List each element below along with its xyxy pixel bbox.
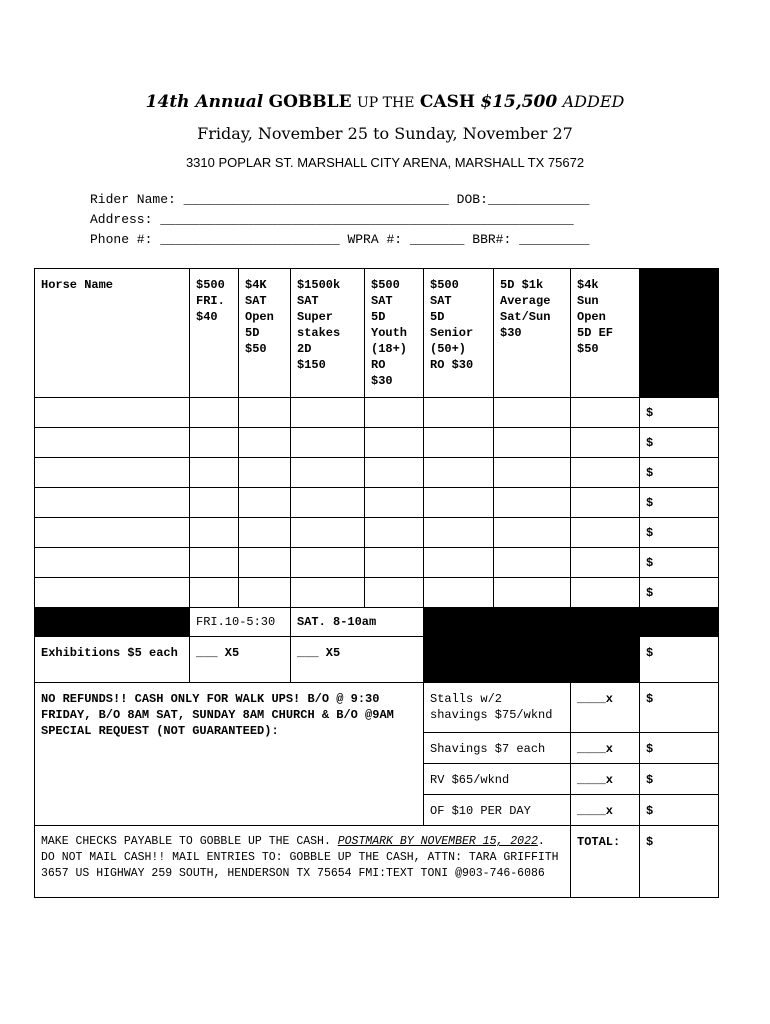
entry-cell[interactable] xyxy=(239,458,291,488)
entry-cell[interactable] xyxy=(365,548,424,578)
entry-cell[interactable] xyxy=(424,458,494,488)
entry-cell[interactable] xyxy=(494,488,571,518)
exhibitions-fri-qty[interactable]: ___ X5 xyxy=(190,637,291,683)
fee-qty[interactable]: ____x xyxy=(571,733,640,764)
black-cell xyxy=(35,608,190,637)
refund-notes: NO REFUNDS!! CASH ONLY FOR WALK UPS! B/O @ 9:30 FRIDAY, B/O 8AM SAT, SUNDAY 8AM CHURCH & B/O @9AM xyxy=(41,692,394,722)
entry-cell[interactable] xyxy=(239,398,291,428)
table-row xyxy=(35,398,719,428)
entry-cell[interactable] xyxy=(190,578,239,608)
entry-cell[interactable] xyxy=(291,488,365,518)
entry-cell[interactable] xyxy=(365,428,424,458)
entry-cell[interactable] xyxy=(365,458,424,488)
rider-name-dob-field[interactable]: Rider Name: __________________________________ DOB:_____________ xyxy=(90,192,590,207)
horse-name-input[interactable] xyxy=(35,458,190,488)
fee-label: OF $10 PER DAY xyxy=(424,795,571,826)
entry-cell[interactable] xyxy=(190,488,239,518)
entry-cell[interactable] xyxy=(571,398,640,428)
header-row xyxy=(35,269,719,398)
entry-cell[interactable] xyxy=(571,578,640,608)
fee-total[interactable]: $ xyxy=(640,795,719,826)
exhibitions-sat-qty[interactable]: ___ X5 xyxy=(291,637,424,683)
entry-cell[interactable] xyxy=(190,398,239,428)
grand-total[interactable]: $ xyxy=(640,826,719,898)
entry-cell[interactable] xyxy=(494,578,571,608)
times-row xyxy=(35,608,719,637)
sat-time: SAT. 8-10am xyxy=(291,608,424,637)
header-horse-name: Horse Name xyxy=(35,269,190,398)
horse-name-input[interactable] xyxy=(35,578,190,608)
exhibitions-row xyxy=(35,637,719,683)
event-title xyxy=(0,92,770,112)
row-total[interactable]: $ xyxy=(640,518,719,548)
title-amount: $15,500 xyxy=(480,92,558,112)
title-added: ADDED xyxy=(562,92,625,111)
row-total[interactable]: $ xyxy=(640,488,719,518)
fee-qty[interactable]: ____x xyxy=(571,764,640,795)
header-black-cell xyxy=(640,269,719,398)
entry-cell[interactable] xyxy=(571,458,640,488)
venue-address: 3310 POPLAR ST. MARSHALL CITY ARENA, MARSHALL TX 75672 xyxy=(185,155,585,170)
entry-cell[interactable] xyxy=(291,398,365,428)
table-row xyxy=(35,488,719,518)
row-total[interactable]: $ xyxy=(640,458,719,488)
total-label: TOTAL: xyxy=(571,826,640,898)
entry-cell[interactable] xyxy=(365,518,424,548)
fee-total[interactable]: $ xyxy=(640,764,719,795)
entry-cell[interactable] xyxy=(291,578,365,608)
mailing-instructions xyxy=(35,826,571,898)
entry-cell[interactable] xyxy=(571,428,640,458)
entry-cell[interactable] xyxy=(239,488,291,518)
entry-cell[interactable] xyxy=(494,398,571,428)
entry-cell[interactable] xyxy=(494,518,571,548)
entry-cell[interactable] xyxy=(239,428,291,458)
title-gobble: GOBBLE xyxy=(268,92,352,112)
entry-cell[interactable] xyxy=(239,548,291,578)
entry-cell[interactable] xyxy=(239,578,291,608)
entry-cell[interactable] xyxy=(424,578,494,608)
entry-cell[interactable] xyxy=(365,578,424,608)
header-fri-500: $500 FRI. $40 xyxy=(190,269,239,398)
fee-total[interactable]: $ xyxy=(640,683,719,733)
entry-cell[interactable] xyxy=(190,518,239,548)
footer-text-post: . DO NOT MAIL CASH!! MAIL ENTRIES TO: GOBBLE UP THE CASH, ATTN: TARA GRIFFITH 3657 US HIGHWAY 259 SOUTH, HENDERSON TX 75654 FMI:TEXT TONI @903-746-6086 xyxy=(41,835,559,880)
entry-cell[interactable] xyxy=(291,428,365,458)
fee-label: RV $65/wknd xyxy=(424,764,571,795)
address-field[interactable]: Address: _____________________________________________________ xyxy=(90,212,574,227)
table-row xyxy=(35,548,719,578)
footer-text-pre: MAKE CHECKS PAYABLE TO GOBBLE UP THE CASH. xyxy=(41,835,338,848)
title-up-the: UP THE xyxy=(357,95,415,111)
phone-wpra-bbr-field[interactable]: Phone #: _______________________ WPRA #: _______ BBR#: _________ xyxy=(90,232,590,247)
entry-cell[interactable] xyxy=(291,458,365,488)
footer-row xyxy=(35,826,719,898)
entry-cell[interactable] xyxy=(494,428,571,458)
exhibitions-total[interactable]: $ xyxy=(640,637,719,683)
horse-name-input[interactable] xyxy=(35,428,190,458)
entry-cell[interactable] xyxy=(424,488,494,518)
header-super-stakes: $1500k SAT Super stakes 2D $150 xyxy=(291,269,365,398)
header-sat-open: $4K SAT Open 5D $50 xyxy=(239,269,291,398)
table-row xyxy=(35,458,719,488)
entry-cell[interactable] xyxy=(239,518,291,548)
entry-cell[interactable] xyxy=(291,548,365,578)
horse-name-input[interactable] xyxy=(35,518,190,548)
special-request-label: SPECIAL REQUEST (NOT GUARANTEED): xyxy=(41,724,279,738)
fee-label: Shavings $7 each xyxy=(424,733,571,764)
entry-cell[interactable] xyxy=(424,518,494,548)
fee-qty[interactable]: ____x xyxy=(571,795,640,826)
horse-name-input[interactable] xyxy=(35,398,190,428)
fee-total[interactable]: $ xyxy=(640,733,719,764)
fee-qty[interactable]: ____x xyxy=(571,683,640,733)
entry-cell[interactable] xyxy=(424,398,494,428)
row-total[interactable]: $ xyxy=(640,398,719,428)
event-dates: Friday, November 25 to Sunday, November 27 xyxy=(197,124,573,143)
stalls-row xyxy=(35,683,719,733)
notes-cell[interactable] xyxy=(35,683,424,826)
header-youth: $500 SAT 5D Youth (18+) RO $30 xyxy=(365,269,424,398)
fee-label: Stalls w/2 shavings $75/wknd xyxy=(424,683,571,733)
black-cell xyxy=(424,608,719,637)
table-row xyxy=(35,578,719,608)
title-cash: CASH xyxy=(419,92,475,112)
entry-cell[interactable] xyxy=(424,548,494,578)
entry-cell[interactable] xyxy=(365,398,424,428)
header-sun-open: $4k Sun Open 5D EF $50 xyxy=(571,269,640,398)
title-annual: 14th Annual xyxy=(145,92,264,112)
header-average: 5D $1k Average Sat/Sun $30 xyxy=(494,269,571,398)
horse-name-input[interactable] xyxy=(35,548,190,578)
row-total[interactable]: $ xyxy=(640,578,719,608)
entry-cell[interactable] xyxy=(365,488,424,518)
entry-cell[interactable] xyxy=(571,488,640,518)
horse-name-input[interactable] xyxy=(35,488,190,518)
entry-cell[interactable] xyxy=(494,458,571,488)
entry-cell[interactable] xyxy=(291,518,365,548)
entry-cell[interactable] xyxy=(571,548,640,578)
header-senior: $500 SAT 5D Senior (50+) RO $30 xyxy=(424,269,494,398)
entry-form-table xyxy=(34,268,719,898)
table-row xyxy=(35,428,719,458)
entry-cell[interactable] xyxy=(190,458,239,488)
entry-cell[interactable] xyxy=(494,548,571,578)
fri-time: FRI.10-5:30 xyxy=(190,608,291,637)
row-total[interactable]: $ xyxy=(640,548,719,578)
postmark-deadline: POSTMARK BY NOVEMBER 15, 2022 xyxy=(337,835,538,848)
table-row xyxy=(35,518,719,548)
black-cell xyxy=(424,637,640,683)
entry-cell[interactable] xyxy=(190,548,239,578)
entry-cell[interactable] xyxy=(424,428,494,458)
exhibitions-label: Exhibitions $5 each xyxy=(35,637,190,683)
row-total[interactable]: $ xyxy=(640,428,719,458)
entry-cell[interactable] xyxy=(571,518,640,548)
entry-cell[interactable] xyxy=(190,428,239,458)
